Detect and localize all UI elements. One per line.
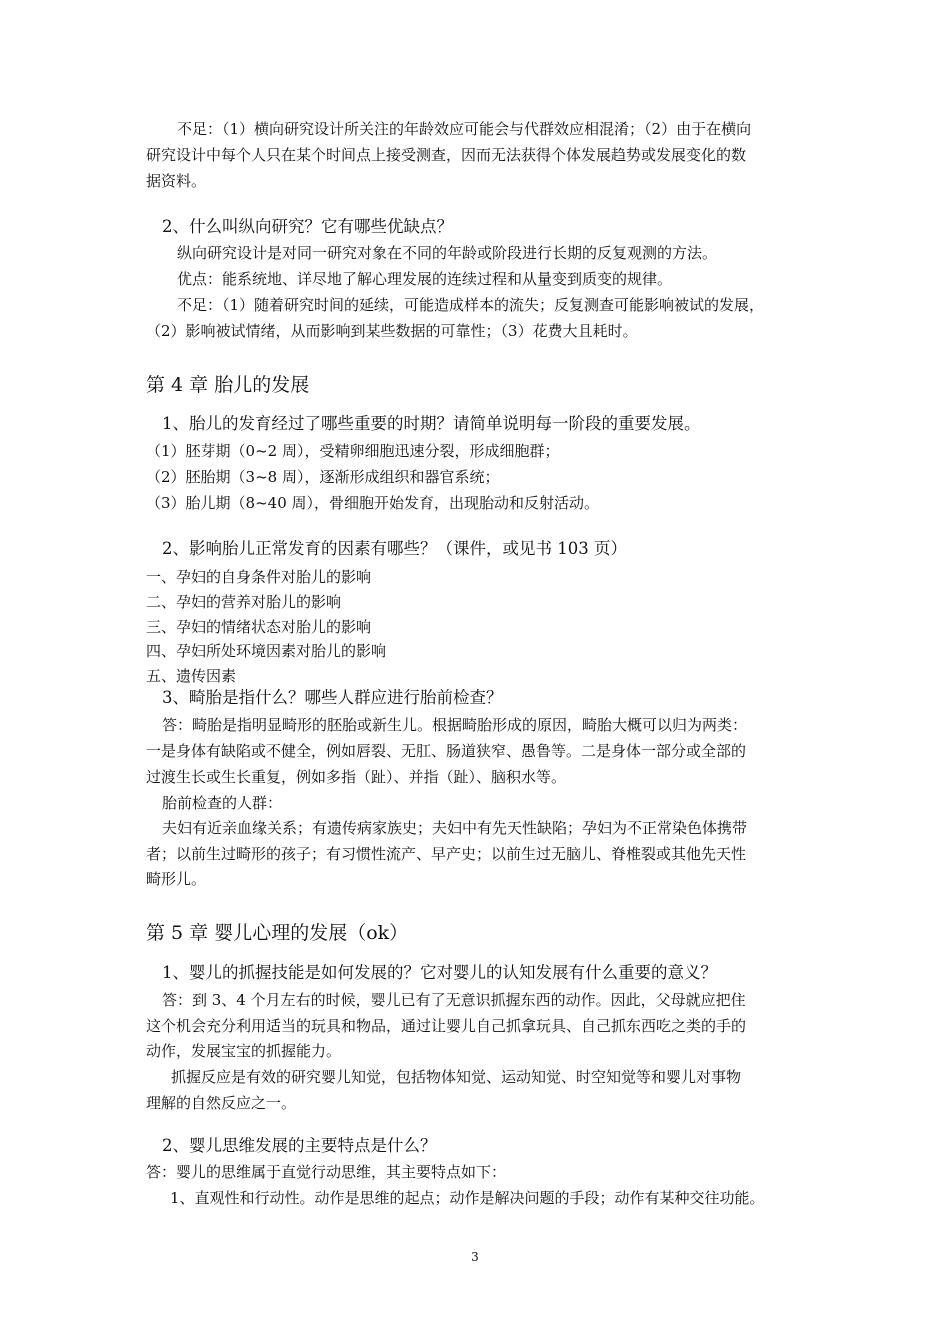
list-item: 五、遗传因素 — [146, 667, 237, 685]
question-heading: 1、婴儿的抓握技能是如何发展的？它对婴儿的认知发展有什么重要的意义？ — [162, 963, 717, 982]
list-item: 一、孕妇的自身条件对胎儿的影响 — [146, 568, 372, 586]
text-line: 优点：能系统地、详尽地了解心理发展的连续过程和从量变到质变的规律。 — [177, 270, 673, 288]
question-heading: 2、影响胎儿正常发育的因素有哪些？（课件，或见书 103 页） — [162, 539, 627, 558]
list-item: 三、孕妇的情绪状态对胎儿的影响 — [146, 618, 372, 636]
text-line: 据资料。 — [146, 172, 207, 190]
text-line: 纵向研究设计是对同一研究对象在不同的年龄或阶段进行长期的反复观测的方法。 — [177, 244, 718, 262]
text-line: 抓握反应是有效的研究婴儿知觉，包括物体知觉、运动知觉、时空知觉等和婴儿对事物 — [171, 1068, 742, 1086]
text-line: 过渡生长或生长重复，例如多指（趾）、并指（趾）、脑积水等。 — [146, 768, 567, 786]
text-line: 这个机会充分利用适当的玩具和物品，通过让婴儿自己抓拿玩具、自己抓东西吃之类的手的 — [146, 1017, 747, 1035]
text-line: 答：畸胎是指明显畸形的胚胎或新生儿。根据畸胎形成的原因，畸胎大概可以归为两类： — [162, 716, 748, 734]
question-heading: 2、婴儿思维发展的主要特点是什么？ — [162, 1136, 437, 1155]
chapter-heading: 第 4 章 胎儿的发展 — [146, 374, 310, 396]
page-number: 3 — [471, 1250, 479, 1264]
text-line: 畸形儿。 — [146, 870, 207, 888]
text-line: （2）胚胎期（3~8 周），逐渐形成组织和器官系统； — [146, 468, 500, 486]
text-line: 不足：（1）随着研究时间的延续，可能造成样本的流失；反复测查可能影响被试的发展， — [177, 296, 765, 314]
text-line: 胎前检查的人群： — [162, 794, 283, 812]
question-heading: 3、畸胎是指什么？哪些人群应进行胎前检查？ — [162, 688, 503, 707]
text-line: 一是身体有缺陷或不健全，例如唇裂、无肛、肠道狭窄、愚鲁等。二是身体一部分或全部的 — [146, 742, 747, 760]
text-line: 理解的自然反应之一。 — [146, 1094, 297, 1112]
list-item: 二、孕妇的营养对胎儿的影响 — [146, 593, 342, 611]
text-line: （2）影响被试情绪，从而影响到某些数据的可靠性；（3）花费大且耗时。 — [146, 322, 638, 340]
question-heading: 2、什么叫纵向研究？它有哪些优缺点？ — [162, 217, 453, 236]
text-line: 夫妇有近亲血缘关系；有遗传病家族史；夫妇中有先天性缺陷；孕妇为不正常染色体携带 — [162, 819, 748, 837]
text-line: 不足：（1）横向研究设计所关注的年龄效应可能会与代群效应相混淆；（2）由于在横向 — [177, 120, 752, 138]
text-line: 研究设计中每个人只在某个时间点上接受测查，因而无法获得个体发展趋势或发展变化的数 — [146, 146, 747, 164]
text-line: 答：到 3、4 个月左右的时候，婴儿已有了无意识抓握东西的动作。因此，父母就应把住 — [162, 991, 746, 1009]
text-line: 1、直观性和行动性。动作是思维的起点；动作是解决问题的手段；动作有某种交往功能。 — [170, 1189, 765, 1207]
chapter-heading: 第 5 章 婴儿心理的发展（ok） — [146, 922, 409, 944]
text-line: 动作，发展宝宝的抓握能力。 — [146, 1042, 342, 1060]
text-line: 者；以前生过畸形的孩子；有习惯性流产、早产史；以前生过无脑儿、脊椎裂或其他先天性 — [146, 845, 747, 863]
text-line: （3）胎儿期（8~40 周），骨细胞开始发育，出现胎动和反射活动。 — [146, 494, 600, 512]
text-line: （1）胚芽期（0~2 周），受精卵细胞迅速分裂，形成细胞群； — [146, 442, 560, 460]
question-heading: 1、胎儿的发育经过了哪些重要的时期？请简单说明每一阶段的重要发展。 — [162, 414, 701, 433]
text-line: 答：婴儿的思维属于直觉行动思维，其主要特点如下： — [146, 1163, 507, 1181]
list-item: 四、孕妇所处环境因素对胎儿的影响 — [146, 642, 387, 660]
